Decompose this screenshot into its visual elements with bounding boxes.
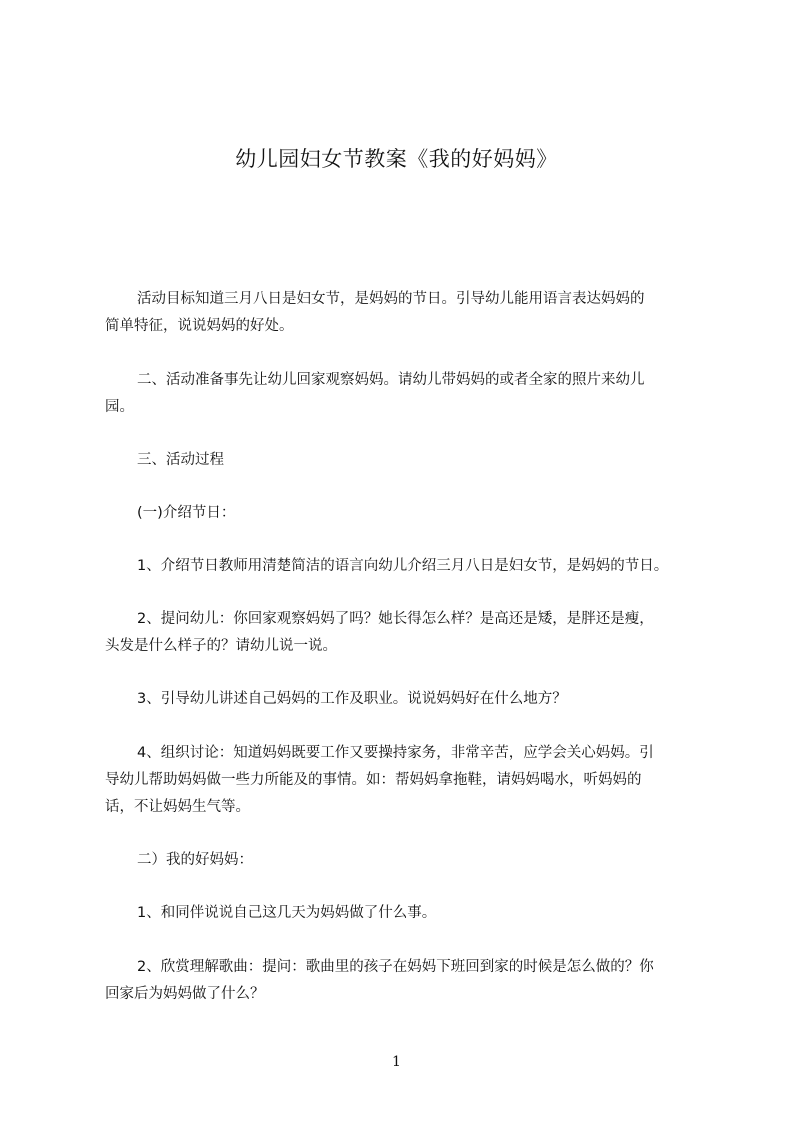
- text-line: 导幼儿帮助妈妈做一些力所能及的事情。如：帮妈妈拿拖鞋，请妈妈喝水，听妈妈的: [105, 772, 642, 788]
- paragraph-step-1: [105, 553, 715, 580]
- text-line: 话，不让妈妈生气等。: [105, 799, 250, 815]
- page-number: 1: [392, 1054, 401, 1070]
- paragraph-activity-preparation: [105, 367, 715, 421]
- paragraph-step-3: [105, 686, 715, 713]
- text-line: 三、活动过程: [137, 452, 224, 468]
- paragraph-part2-step-1: [105, 900, 715, 927]
- text-line: 园。: [105, 399, 134, 415]
- text-line: 2、欣赏理解歌曲：提问：歌曲里的孩子在妈妈下班回到家的时候是怎么做的？你: [137, 959, 654, 975]
- text-line: (一)介绍节日：: [137, 505, 236, 521]
- text-line: 1、和同伴说说自己这几天为妈妈做了什么事。: [137, 905, 437, 921]
- paragraph-step-2: [105, 606, 715, 660]
- paragraph-part2-step-2: [105, 954, 715, 1008]
- paragraph-activity-goals: [105, 286, 715, 340]
- paragraph-step-4: [105, 740, 715, 821]
- text-line: 1、介绍节日教师用清楚简洁的语言向幼儿介绍三月八日是妇女节，是妈妈的节日。: [137, 558, 669, 574]
- text-line: 2、提问幼儿：你回家观察妈妈了吗？她长得怎么样？是高还是矮，是胖还是瘦，: [137, 611, 654, 627]
- paragraph-activity-process-heading: [105, 447, 715, 474]
- text-line: 头发是什么样子的？请幼儿说一说。: [105, 638, 337, 654]
- text-line: 活动目标知道三月八日是妇女节，是妈妈的节日。引导幼儿能用语言表达妈妈的: [137, 291, 645, 307]
- paragraph-my-good-mother-heading: [105, 847, 715, 874]
- paragraph-introduce-festival-heading: [105, 500, 715, 527]
- text-line: 回家后为妈妈做了什么？: [105, 986, 265, 1002]
- text-line: 4、组织讨论：知道妈妈既要工作又要操持家务，非常辛苦，应学会关心妈妈。引: [137, 745, 654, 761]
- document-title: 幼儿园妇女节教案《我的好妈妈》: [235, 147, 558, 171]
- text-line: 3、引导幼儿讲述自己妈妈的工作及职业。说说妈妈好在什么地方？: [137, 691, 567, 707]
- text-line: 二）我的好妈妈：: [137, 852, 253, 868]
- text-line: 二、活动准备事先让幼儿回家观察妈妈。请幼儿带妈妈的或者全家的照片来幼儿: [137, 372, 645, 388]
- text-line: 简单特征，说说妈妈的好处。: [105, 318, 294, 334]
